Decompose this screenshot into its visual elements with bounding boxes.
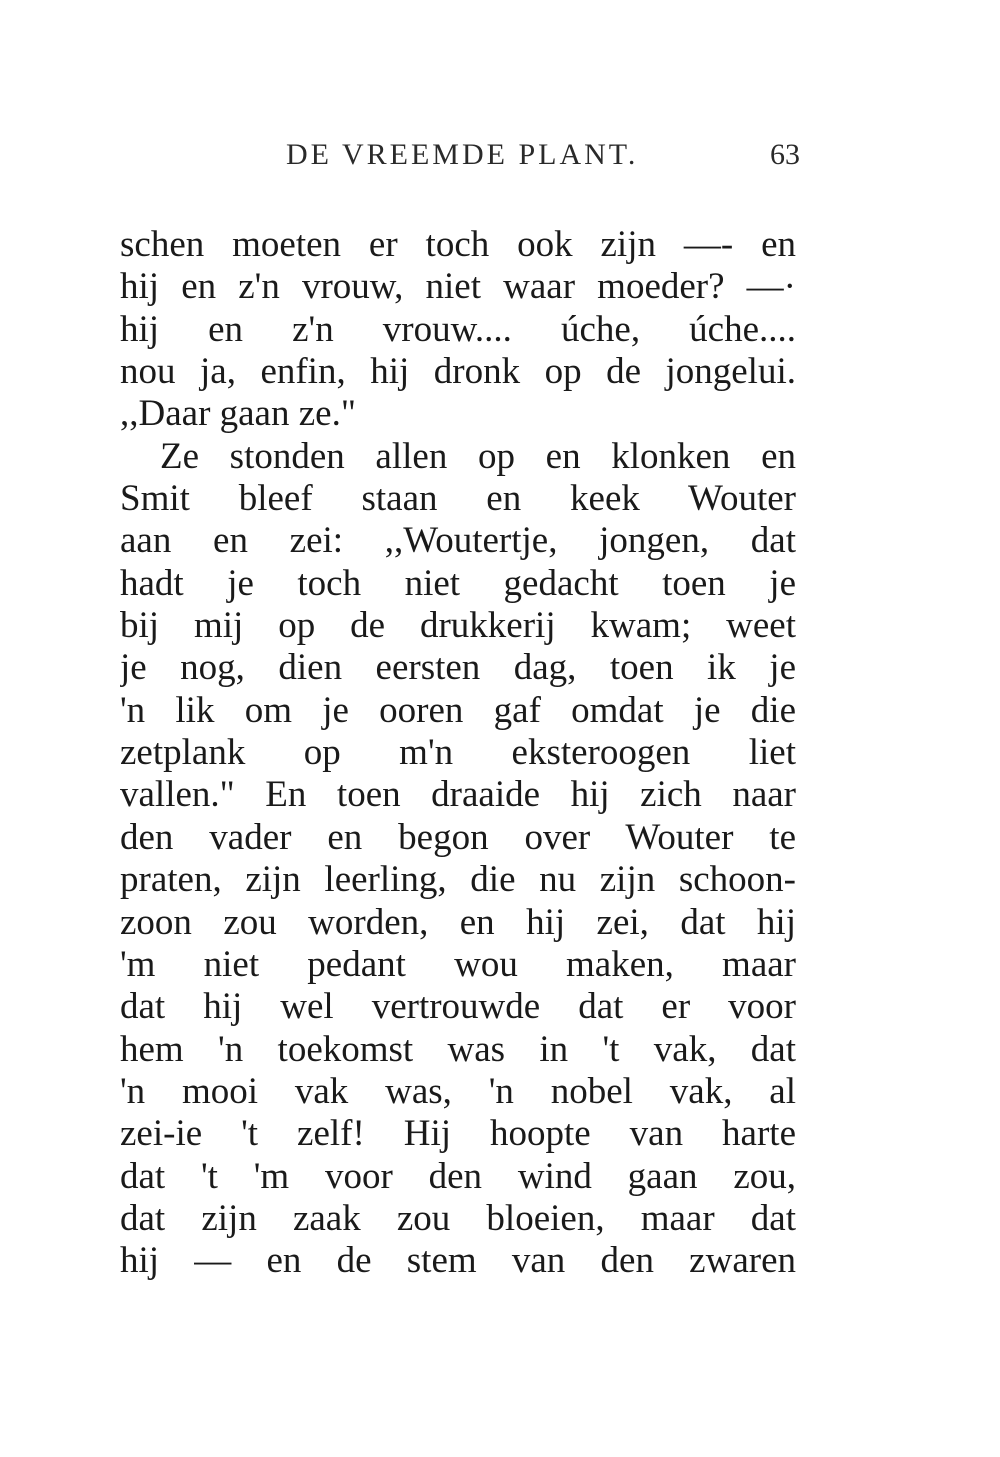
text-line: zetplank op m'n eksteroogen liet (120, 732, 796, 774)
text-line: je nog, dien eersten dag, toen ik je (120, 647, 796, 689)
text-line: praten, zijn leerling, die nu zijn schoon- (120, 859, 796, 901)
text-line: den vader en begon over Wouter te (120, 816, 796, 858)
body-text (120, 224, 796, 1283)
text-line: nou ja, enfin, hij dronk op de jongelui. (120, 351, 796, 393)
text-line: zei-ie 't zelf! Hij hoopte van harte (120, 1113, 796, 1155)
text-line: zoon zou worden, en hij zei, dat hij (120, 901, 796, 943)
text-line: 'n lik om je ooren gaf omdat je die (120, 689, 796, 731)
text-line: hij — en de stem van den zwaren (120, 1240, 796, 1282)
page-header (120, 138, 800, 188)
text-line: ,,Daar gaan ze." (120, 393, 356, 435)
text-line: 'm niet pedant wou maken, maar (120, 943, 796, 985)
text-line: bij mij op de drukkerij kwam; weet (120, 605, 796, 647)
text-line: Smit bleef staan en keek Wouter (120, 478, 796, 520)
text-line: hem 'n toekomst was in 't vak, dat (120, 1028, 796, 1070)
text-line: hij en z'n vrouw.... úche, úche.... (120, 308, 796, 350)
text-line: dat zijn zaak zou bloeien, maar dat (120, 1197, 796, 1239)
text-line: aan en zei: ,,Woutertje, jongen, dat (120, 520, 796, 562)
text-line: dat hij wel vertrouwde dat er voor (120, 986, 796, 1028)
text-line: 'n mooi vak was, 'n nobel vak, al (120, 1070, 796, 1112)
text-line: hadt je toch niet gedacht toen je (120, 562, 796, 604)
text-line: hij en z'n vrouw, niet waar moeder? —· (120, 266, 796, 308)
running-title: DE VREEMDE PLANT. (286, 138, 639, 171)
text-line: Ze stonden allen op en klonken en (160, 435, 796, 477)
text-line: vallen." En toen draaide hij zich naar (120, 774, 796, 816)
text-line: schen moeten er toch ook zijn —- en (120, 224, 796, 265)
page-number: 63 (770, 138, 800, 171)
text-line: dat 't 'm voor den wind gaan zou, (120, 1155, 796, 1197)
